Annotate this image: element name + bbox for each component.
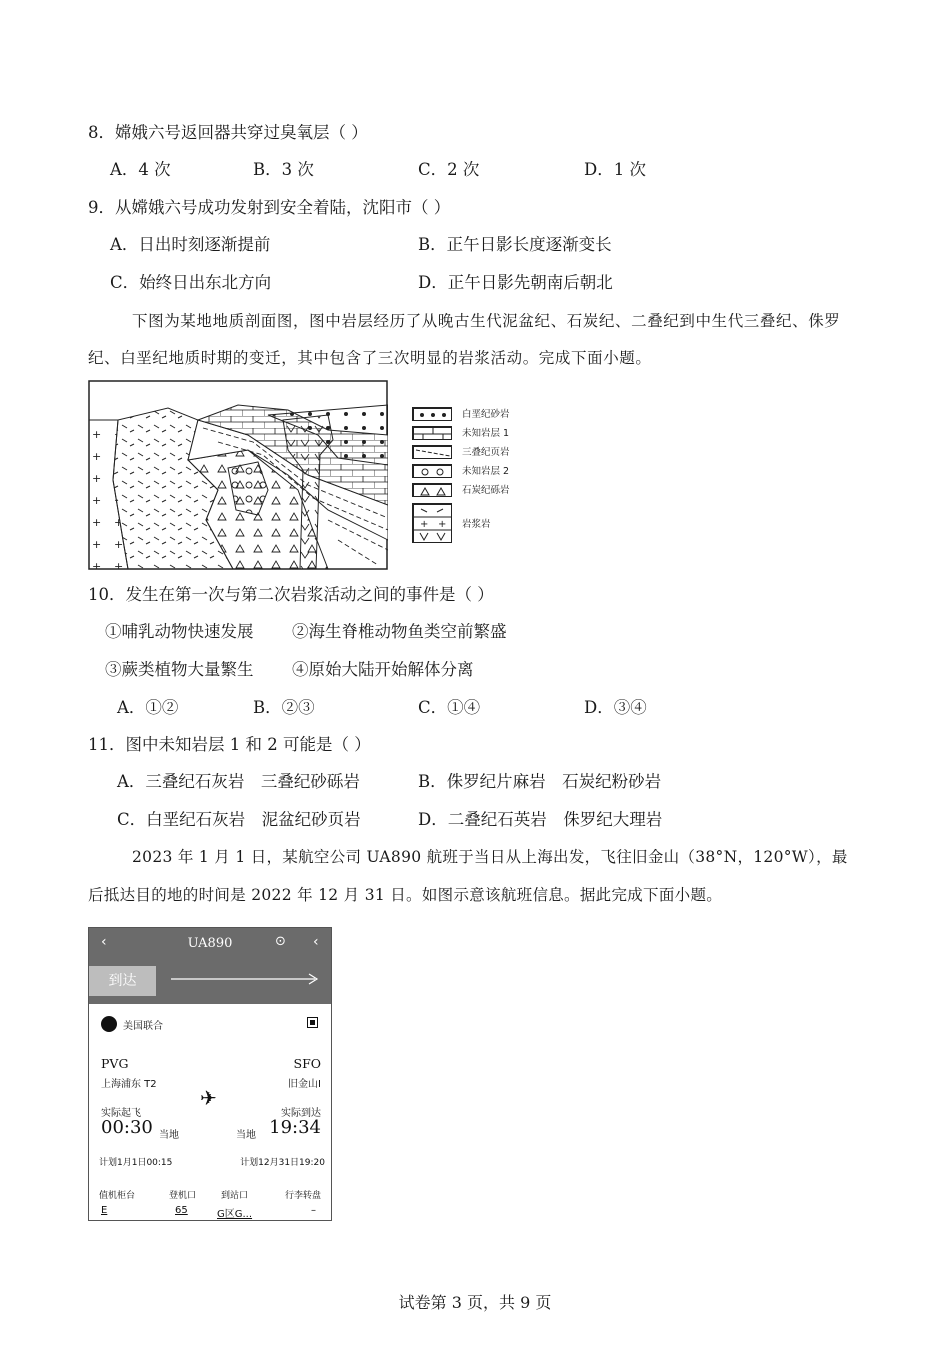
geology-intro-line-1: 下图为某地地质剖面图，图中岩层经历了从晚古生代泥盆纪、石炭纪、二叠纪到中生代三叠纪、侏罗 <box>132 312 841 330</box>
svg-text:+: + <box>438 519 447 530</box>
arrival-local-label: 当地 <box>236 1130 256 1141</box>
arrival-gate-label: 到站口 <box>221 1191 249 1201</box>
q10-item-1: ①哺乳动物快速发展 <box>105 622 254 641</box>
gate-value: 65 <box>175 1205 188 1216</box>
qr-code-icon[interactable] <box>307 1017 318 1028</box>
q10-option-b[interactable]: B．②③ <box>253 698 315 717</box>
legend-label: 未知岩层 2 <box>462 466 510 477</box>
departure-local-label: 当地 <box>159 1130 179 1141</box>
q10-item-2: ②海生脊椎动物鱼类空前繁盛 <box>292 622 507 641</box>
triangle-pattern-icon <box>412 483 452 497</box>
baggage-label: 行李转盘 <box>285 1191 322 1201</box>
q10-option-d[interactable]: D．③④ <box>584 698 647 717</box>
route-arrow-icon <box>171 972 321 986</box>
arrival-time: 19:34 <box>269 1117 321 1138</box>
q11-option-d[interactable]: D．二叠纪石英岩 侏罗纪大理岩 <box>418 810 663 829</box>
brick-pattern-icon <box>412 426 452 440</box>
flight-info-card <box>88 927 332 1221</box>
legend-label: 白垩纪砂岩 <box>462 409 510 420</box>
airplane-icon: ✈ <box>200 1086 217 1110</box>
geology-intro-line-2: 纪、白垩纪地质时期的变迁，其中包含了三次明显的岩浆活动。完成下面小题。 <box>88 349 652 367</box>
origin-code: PVG <box>101 1056 129 1071</box>
destination-name: 旧金山I <box>288 1079 321 1090</box>
q9-option-c[interactable]: C．始终日出东北方向 <box>110 273 272 292</box>
flight-status-badge: 到达 <box>89 966 156 996</box>
arrival-label: 实际到达 <box>281 1108 321 1119</box>
q11-option-c[interactable]: C．白垩纪石灰岩 泥盆纪砂页岩 <box>117 810 361 829</box>
question-8-stem: 8．嫦娥六号返回器共穿过臭氧层（ ） <box>88 123 368 142</box>
share-icon[interactable]: ‹ <box>313 934 319 950</box>
geology-cross-section <box>88 380 388 570</box>
q11-option-a[interactable]: A．三叠纪石灰岩 三叠纪砂砾岩 <box>117 772 360 791</box>
q10-option-a[interactable]: A．①② <box>117 698 179 717</box>
q10-item-4: ④原始大陆开始解体分离 <box>292 660 474 679</box>
airline-name: 美国联合 <box>123 1021 163 1032</box>
airline-logo-icon <box>101 1016 117 1032</box>
q8-option-c[interactable]: C．2 次 <box>418 160 480 179</box>
destination-code: SFO <box>293 1056 321 1071</box>
q11-option-b[interactable]: B．侏罗纪片麻岩 石炭纪粉砂岩 <box>418 772 662 791</box>
flight-card-header <box>89 928 331 1004</box>
svg-text:+: + <box>420 519 429 530</box>
q8-option-b[interactable]: B．3 次 <box>253 160 314 179</box>
flight-intro-line-2: 后抵达目的地的时间是 2022 年 12 月 31 日。如图示意该航班信息。据此完成下面小题。 <box>88 886 723 904</box>
arrival-gate-value: G区G... <box>217 1209 253 1220</box>
q8-option-a[interactable]: A．4 次 <box>110 160 171 179</box>
baggage-value: – <box>311 1205 316 1216</box>
dots-pattern-icon <box>412 407 452 421</box>
planned-arrival: 计划12月31日19:20 <box>240 1158 325 1168</box>
flight-number: UA890 <box>187 936 233 951</box>
q8-option-d[interactable]: D．1 次 <box>584 160 646 179</box>
flight-intro-line-1: 2023 年 1 月 1 日，某航空公司 UA890 航班于当日从上海出发，飞往旧金山（38°N，120°W），最 <box>132 848 848 866</box>
more-options-icon[interactable]: ⊙ <box>275 934 286 949</box>
dash-pattern-icon <box>412 445 452 459</box>
question-10-stem: 10．发生在第一次与第二次岩浆活动之间的事件是（ ） <box>88 585 494 604</box>
circle-pattern-icon <box>412 464 452 478</box>
q9-option-b[interactable]: B．正午日影长度逐渐变长 <box>418 235 612 254</box>
back-icon[interactable]: ‹ <box>101 934 107 950</box>
page-footer: 试卷第 3 页，共 9 页 <box>398 1293 552 1312</box>
question-9-stem: 9．从嫦娥六号成功发射到安全着陆，沈阳市（ ） <box>88 198 451 217</box>
counter-label: 值机柜台 <box>99 1191 136 1201</box>
legend-label: 石炭纪砾岩 <box>462 485 510 496</box>
legend-label: 未知岩层 1 <box>462 428 510 439</box>
question-11-stem: 11．图中未知岩层 1 和 2 可能是（ ） <box>88 735 371 754</box>
departure-label: 实际起飞 <box>101 1108 141 1119</box>
planned-departure: 计划1月1日00:15 <box>99 1158 173 1168</box>
q9-option-d[interactable]: D．正午日影先朝南后朝北 <box>418 273 613 292</box>
q10-item-3: ③蕨类植物大量繁生 <box>105 660 254 679</box>
legend-label: 三叠纪页岩 <box>462 447 510 458</box>
departure-time: 00:30 <box>101 1117 153 1138</box>
q10-option-c[interactable]: C．①④ <box>418 698 481 717</box>
q9-option-a[interactable]: A．日出时刻逐渐提前 <box>110 235 271 254</box>
igneous-pattern-icon <box>412 503 452 543</box>
counter-value: E <box>101 1205 108 1216</box>
legend-label: 岩浆岩 <box>462 519 491 530</box>
origin-name: 上海浦东 T2 <box>101 1079 157 1090</box>
gate-label: 登机口 <box>169 1191 197 1201</box>
